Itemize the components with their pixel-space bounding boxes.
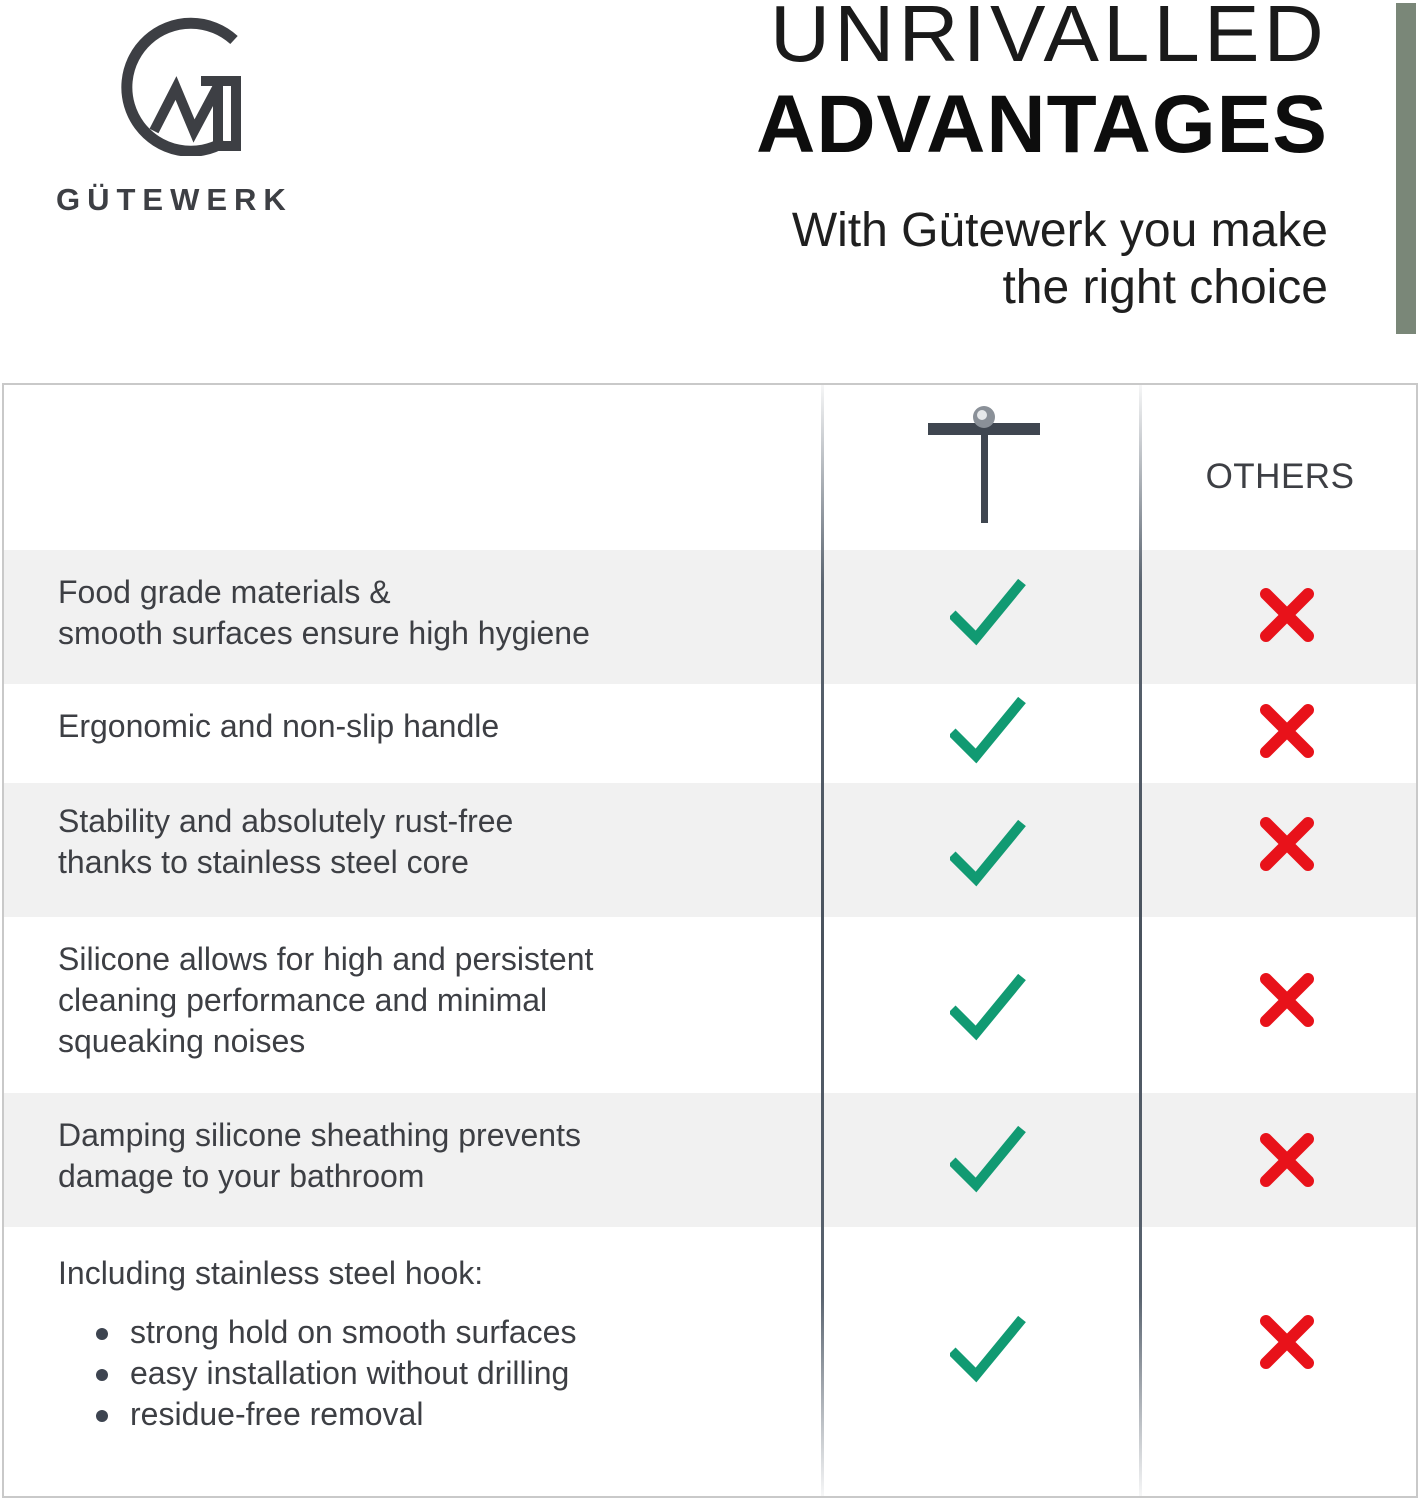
- check-icon: [950, 819, 1026, 889]
- list-item: residue-free removal: [96, 1394, 798, 1435]
- feature-line: Stability and absolutely rust-free: [58, 803, 514, 839]
- feature-line: smooth surfaces ensure high hygiene: [58, 615, 590, 651]
- squeegee-icon: [922, 401, 1048, 527]
- table-row: [4, 684, 1416, 783]
- check-icon: [950, 1315, 1026, 1385]
- cross-icon: [1260, 1315, 1314, 1369]
- list-item: strong hold on smooth surfaces: [96, 1312, 798, 1353]
- cross-icon: [1260, 704, 1314, 758]
- feature-text: [58, 939, 798, 1062]
- cross-icon: [1260, 588, 1314, 642]
- table-row: [4, 917, 1416, 1093]
- headline: [756, 0, 1328, 316]
- check-icon: [950, 696, 1026, 766]
- feature-line: Food grade materials &: [58, 574, 391, 610]
- feature-bullet-list: [58, 1312, 798, 1435]
- headline-subtitle: [756, 202, 1328, 316]
- feature-line: thanks to stainless steel core: [58, 844, 469, 880]
- check-icon: [950, 1125, 1026, 1195]
- feature-line: Ergonomic and non-slip handle: [58, 708, 500, 744]
- feature-text: [58, 1253, 798, 1435]
- gutewerk-gw-monogram-icon: [106, 6, 256, 156]
- others-column-label: OTHERS: [1205, 457, 1355, 496]
- feature-text: [58, 801, 798, 883]
- accent-bar: [1396, 3, 1416, 334]
- subtitle-line2: the right choice: [1002, 261, 1328, 314]
- feature-text: [58, 572, 798, 654]
- brand-wordmark: GÜTEWERK: [56, 182, 293, 217]
- check-icon: [950, 578, 1026, 648]
- headline-line1: UNRIVALLED: [770, 0, 1328, 78]
- feature-text: [58, 706, 798, 747]
- cross-icon: [1260, 1133, 1314, 1187]
- subtitle-line1: With Gütewerk you make: [791, 204, 1328, 257]
- table-row: [4, 1227, 1416, 1498]
- table-header-row: [4, 385, 1416, 550]
- list-item: easy installation without drilling: [96, 1353, 798, 1394]
- headline-line2: ADVANTAGES: [756, 79, 1328, 170]
- table-row: [4, 550, 1416, 684]
- check-icon: [950, 973, 1026, 1043]
- feature-line: cleaning performance and minimal: [58, 982, 548, 1018]
- brand-logo: [56, 6, 316, 216]
- table-row: [4, 783, 1416, 917]
- comparison-table: [2, 383, 1418, 1498]
- table-row: [4, 1093, 1416, 1227]
- feature-line: squeaking noises: [58, 1023, 306, 1059]
- cross-icon: [1260, 817, 1314, 871]
- feature-line: Including stainless steel hook:: [58, 1255, 484, 1291]
- feature-line: Silicone allows for high and persistent: [58, 941, 594, 977]
- column-divider: [1139, 385, 1142, 1496]
- feature-line: Damping silicone sheathing prevents: [58, 1117, 581, 1153]
- column-divider: [821, 385, 824, 1496]
- feature-text: [58, 1115, 798, 1197]
- cross-icon: [1260, 973, 1314, 1027]
- feature-line: damage to your bathroom: [58, 1158, 425, 1194]
